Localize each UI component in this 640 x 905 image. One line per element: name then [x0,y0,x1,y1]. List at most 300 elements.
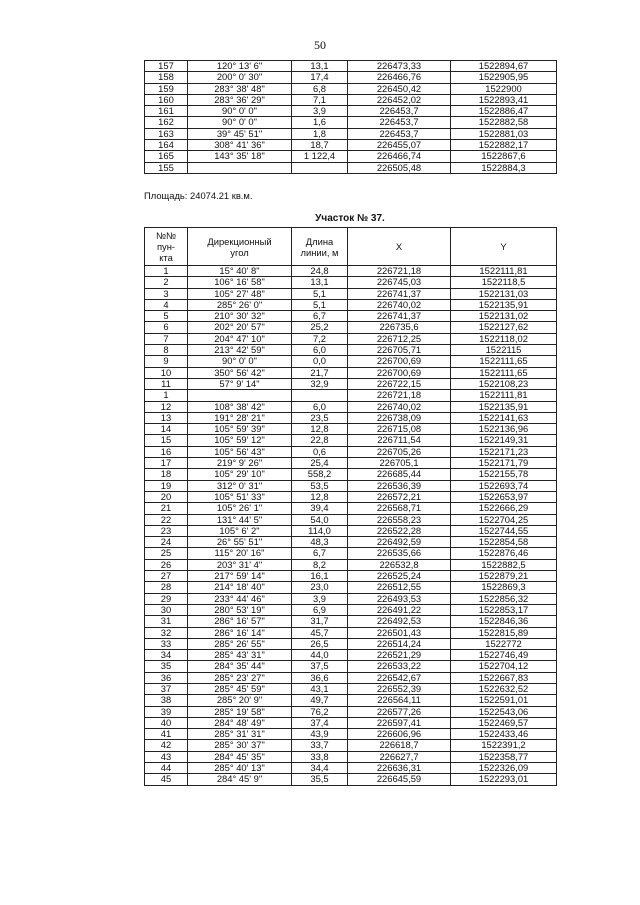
cell-x: 226645,59 [348,774,451,785]
cell-point-number: 12 [145,401,188,412]
cell-y: 1522115 [451,345,557,356]
cell-y: 1522135,91 [451,299,557,310]
cell-point-number: 24 [145,537,188,548]
cell-point-number: 162 [145,117,188,128]
cell-line-length: 3,9 [292,106,348,117]
table-row [145,94,557,105]
cell-y: 1522744,55 [451,525,557,536]
cell-direction-angle: 217° 59' 14" [188,571,292,582]
cell-point-number: 1 [145,266,188,277]
cell-direction-angle: 285° 26' 0" [188,299,292,310]
cell-y: 1522149,31 [451,435,557,446]
cell-x: 226721,18 [348,390,451,401]
table-row [145,458,557,469]
cell-x: 226700,69 [348,367,451,378]
coordinates-table-continued [144,60,557,174]
cell-point-number: 37 [145,683,188,694]
cell-point-number: 15 [145,435,188,446]
cell-point-number: 22 [145,514,188,525]
table-row [145,751,557,762]
cell-line-length: 53,5 [292,480,348,491]
cell-line-length: 43,9 [292,729,348,740]
cell-x: 226741,37 [348,311,451,322]
cell-x: 226738,09 [348,412,451,423]
table-row [145,717,557,728]
cell-line-length: 0,0 [292,356,348,367]
cell-direction-angle: 283° 36' 29" [188,94,292,105]
cell-line-length: 39,4 [292,503,348,514]
cell-line-length: 6,7 [292,548,348,559]
header-point-number [145,228,188,266]
cell-direction-angle: 106° 16' 58" [188,277,292,288]
cell-line-length: 6,0 [292,401,348,412]
header-point-number-line: пун- [156,241,176,252]
cell-direction-angle: 105° 26' 1" [188,503,292,514]
cell-x: 226572,21 [348,491,451,502]
table-row [145,503,557,514]
cell-line-length: 33,7 [292,740,348,751]
cell-line-length: 48,3 [292,537,348,548]
cell-y: 1522111,81 [451,266,557,277]
cell-point-number: 160 [145,94,188,105]
cell-x: 226577,26 [348,706,451,717]
cell-x: 226568,71 [348,503,451,514]
cell-y: 1522118,5 [451,277,557,288]
cell-line-length: 45,7 [292,627,348,638]
cell-x: 226721,18 [348,266,451,277]
table-row [145,638,557,649]
cell-direction-angle: 285° 20' 9" [188,695,292,706]
cell-direction-angle: 283° 38' 48" [188,83,292,94]
cell-x: 226715,08 [348,424,451,435]
cell-line-length: 22,8 [292,435,348,446]
cell-direction-angle: 105° 59' 39" [188,424,292,435]
cell-x: 226466,74 [348,151,451,162]
table-row [145,151,557,162]
cell-point-number: 33 [145,638,188,649]
cell-y: 1522881,03 [451,128,557,139]
cell-direction-angle: 285° 31' 31" [188,729,292,740]
cell-direction-angle: 280° 53' 19" [188,604,292,615]
table-row [145,162,557,173]
table-row [145,345,557,356]
cell-point-number: 157 [145,61,188,72]
cell-x: 226514,24 [348,638,451,649]
table-row [145,582,557,593]
cell-y: 1522136,96 [451,424,557,435]
table-row [145,117,557,128]
cell-y: 1522876,46 [451,548,557,559]
header-direction-angle-line: угол [230,246,249,258]
cell-y: 1522667,83 [451,672,557,683]
table-row [145,469,557,480]
cell-direction-angle: 200° 0' 30" [188,72,292,83]
table-row [145,288,557,299]
cell-point-number: 21 [145,503,188,514]
table-header-row [145,228,557,266]
cell-y: 1522131,02 [451,311,557,322]
header-line-length [292,228,348,266]
cell-line-length: 6,7 [292,311,348,322]
cell-line-length: 12,8 [292,424,348,435]
cell-direction-angle: 204° 47' 10" [188,333,292,344]
cell-direction-angle: 191° 28' 21" [188,412,292,423]
cell-direction-angle: 286° 16' 14" [188,627,292,638]
cell-line-length: 32,9 [292,378,348,389]
cell-line-length: 6,9 [292,604,348,615]
cell-direction-angle: 115° 20' 16" [188,548,292,559]
cell-point-number: 9 [145,356,188,367]
table-row [145,277,557,288]
cell-point-number: 28 [145,582,188,593]
cell-x: 226745,03 [348,277,451,288]
cell-point-number: 19 [145,480,188,491]
cell-direction-angle: 285° 43' 31" [188,650,292,661]
cell-direction-angle: 219° 9' 26" [188,458,292,469]
table-row [145,661,557,672]
table-row [145,559,557,570]
cell-direction-angle: 90° 0' 0" [188,106,292,117]
cell-direction-angle: 202° 20' 57" [188,322,292,333]
cell-point-number: 163 [145,128,188,139]
table-row [145,604,557,615]
cell-y: 1522469,57 [451,717,557,728]
cell-point-number: 30 [145,604,188,615]
cell-direction-angle: 214° 18' 40" [188,582,292,593]
cell-x: 226525,24 [348,571,451,582]
cell-x: 226535,66 [348,548,451,559]
coordinates-table-continued-body [145,61,557,174]
cell-x: 226711,54 [348,435,451,446]
header-y: Y [451,228,557,266]
cell-direction-angle: 39° 45' 51" [188,128,292,139]
cell-y: 1522882,58 [451,117,557,128]
cell-line-length: 35,5 [292,774,348,785]
cell-point-number: 27 [145,571,188,582]
cell-x: 226618,7 [348,740,451,751]
cell-point-number: 34 [145,650,188,661]
cell-y: 1522886,47 [451,106,557,117]
cell-y: 1522856,32 [451,593,557,604]
cell-y: 1522155,78 [451,469,557,480]
cell-direction-angle: 143° 35' 18" [188,151,292,162]
header-direction-angle [188,228,292,266]
cell-line-length: 18,7 [292,140,348,151]
cell-x: 226705,26 [348,446,451,457]
table-row [145,650,557,661]
cell-line-length: 37,5 [292,661,348,672]
cell-point-number: 42 [145,740,188,751]
table-row [145,514,557,525]
cell-direction-angle: 120° 13' 6" [188,61,292,72]
cell-x: 226505,48 [348,162,451,173]
cell-line-length: 25,2 [292,322,348,333]
cell-direction-angle: 90° 0' 0" [188,356,292,367]
cell-x: 226453,7 [348,128,451,139]
table-row [145,480,557,491]
cell-line-length: 23,5 [292,412,348,423]
cell-line-length: 44,0 [292,650,348,661]
cell-line-length: 17,4 [292,72,348,83]
cell-direction-angle: 57° 9' 14" [188,378,292,389]
cell-point-number: 159 [145,83,188,94]
table-row [145,740,557,751]
cell-y: 1522293,01 [451,774,557,785]
cell-x: 226466,76 [348,72,451,83]
cell-y: 1522772 [451,638,557,649]
cell-y: 1522118,02 [451,333,557,344]
cell-x: 226722,15 [348,378,451,389]
header-line-length-line: Длина [305,235,334,247]
cell-y: 1522746,49 [451,650,557,661]
table-row [145,537,557,548]
cell-y: 1522111,65 [451,356,557,367]
cell-y: 1522543,06 [451,706,557,717]
cell-direction-angle: 284° 48' 49" [188,717,292,728]
table-row [145,356,557,367]
cell-x: 226455,07 [348,140,451,151]
cell-y: 1522884,3 [451,162,557,173]
cell-point-number: 35 [145,661,188,672]
cell-line-length: 43,1 [292,683,348,694]
cell-x: 226627,7 [348,751,451,762]
cell-line-length: 25,4 [292,458,348,469]
cell-line-length: 8,2 [292,559,348,570]
cell-x: 226740,02 [348,401,451,412]
cell-y: 1522433,46 [451,729,557,740]
cell-y: 1522905,95 [451,72,557,83]
cell-y: 1522846,36 [451,616,557,627]
table-row [145,401,557,412]
cell-point-number: 39 [145,706,188,717]
table-row [145,322,557,333]
cell-point-number: 41 [145,729,188,740]
cell-point-number: 32 [145,627,188,638]
cell-x: 226536,39 [348,480,451,491]
cell-line-length: 13,1 [292,277,348,288]
section-title: Участок № 37. [315,213,385,224]
cell-direction-angle: 105° 27' 48" [188,288,292,299]
table-row [145,729,557,740]
cell-point-number: 14 [145,424,188,435]
table-row [145,311,557,322]
cell-direction-angle: 312° 0' 31" [188,480,292,491]
cell-x: 226606,96 [348,729,451,740]
table-row [145,571,557,582]
cell-x: 226542,67 [348,672,451,683]
table-row [145,390,557,401]
cell-point-number: 6 [145,322,188,333]
cell-point-number: 20 [145,491,188,502]
table-row [145,706,557,717]
table-row [145,72,557,83]
cell-x: 226552,39 [348,683,451,694]
cell-line-length: 7,1 [292,94,348,105]
cell-point-number: 164 [145,140,188,151]
cell-point-number: 18 [145,469,188,480]
page-number: 50 [314,38,326,52]
cell-line-length: 114,0 [292,525,348,536]
table-row [145,333,557,344]
cell-direction-angle: 210° 30' 32" [188,311,292,322]
cell-y: 1522867,6 [451,151,557,162]
cell-line-length: 76,2 [292,706,348,717]
cell-direction-angle: 90° 0' 0" [188,117,292,128]
cell-direction-angle [188,162,292,173]
cell-line-length: 1,6 [292,117,348,128]
cell-line-length: 13,1 [292,61,348,72]
cell-direction-angle: 131° 44' 5" [188,514,292,525]
cell-x: 226491,22 [348,604,451,615]
cell-direction-angle: 15° 40' 8" [188,266,292,277]
cell-line-length: 3,9 [292,593,348,604]
cell-x: 226712,25 [348,333,451,344]
cell-x: 226636,31 [348,763,451,774]
header-x: X [348,228,451,266]
header-point-number-line: кта [159,252,173,263]
table-row [145,491,557,502]
cell-y: 1522666,29 [451,503,557,514]
cell-direction-angle: 285° 45' 59" [188,683,292,694]
cell-x: 226597,41 [348,717,451,728]
header-point-number-line: №№ [155,230,177,241]
cell-point-number: 4 [145,299,188,310]
cell-y: 1522171,79 [451,458,557,469]
cell-direction-angle: 203° 31' 4" [188,559,292,570]
cell-point-number: 8 [145,345,188,356]
cell-direction-angle: 105° 56' 43" [188,446,292,457]
cell-point-number: 5 [145,311,188,322]
table-row [145,412,557,423]
cell-x: 226452,02 [348,94,451,105]
cell-point-number: 23 [145,525,188,536]
cell-x: 226473,33 [348,61,451,72]
cell-y: 1522882,5 [451,559,557,570]
table-row [145,593,557,604]
cell-direction-angle: 108° 38' 42" [188,401,292,412]
cell-direction-angle: 105° 6' 2" [188,525,292,536]
cell-y: 1522893,41 [451,94,557,105]
cell-point-number: 3 [145,288,188,299]
header-line-length-line: линии, м [300,246,339,258]
table-row [145,128,557,139]
cell-line-length: 24,8 [292,266,348,277]
cell-y: 1522326,09 [451,763,557,774]
cell-y: 1522108,23 [451,378,557,389]
cell-point-number: 31 [145,616,188,627]
cell-point-number: 29 [145,593,188,604]
cell-y: 1522894,67 [451,61,557,72]
cell-point-number: 155 [145,162,188,173]
cell-y: 1522704,25 [451,514,557,525]
cell-point-number: 36 [145,672,188,683]
coordinates-table-37-body [145,266,557,786]
cell-point-number: 25 [145,548,188,559]
cell-x: 226705,71 [348,345,451,356]
cell-x: 226453,7 [348,117,451,128]
cell-x: 226450,42 [348,83,451,94]
cell-x: 226522,28 [348,525,451,536]
table-row [145,83,557,94]
cell-point-number: 38 [145,695,188,706]
table-row [145,435,557,446]
table-row [145,672,557,683]
cell-x: 226741,37 [348,288,451,299]
cell-direction-angle: 285° 40' 13" [188,763,292,774]
cell-y: 1522853,17 [451,604,557,615]
cell-line-length: 34,4 [292,763,348,774]
area-text: Площадь: 24074.21 кв.м. [144,190,253,201]
cell-direction-angle: 105° 29' 10" [188,469,292,480]
cell-x: 226493,53 [348,593,451,604]
table-row [145,299,557,310]
cell-x: 226492,59 [348,537,451,548]
cell-line-length: 6,8 [292,83,348,94]
cell-y: 1522111,65 [451,367,557,378]
cell-x: 226532,8 [348,559,451,570]
table-row [145,378,557,389]
table-row [145,61,557,72]
table-row [145,266,557,277]
cell-y: 1522131,03 [451,288,557,299]
cell-y: 1522653,97 [451,491,557,502]
cell-x: 226492,53 [348,616,451,627]
cell-x: 226685,44 [348,469,451,480]
cell-x: 226740,02 [348,299,451,310]
cell-point-number: 10 [145,367,188,378]
cell-line-length: 12,8 [292,491,348,502]
cell-y: 1522171,23 [451,446,557,457]
cell-point-number: 13 [145,412,188,423]
cell-point-number: 26 [145,559,188,570]
cell-line-length: 16,1 [292,571,348,582]
cell-point-number: 16 [145,446,188,457]
table-row [145,106,557,117]
cell-direction-angle: 105° 51' 33" [188,491,292,502]
cell-y: 1522358,77 [451,751,557,762]
cell-y: 1522591,01 [451,695,557,706]
cell-line-length: 7,2 [292,333,348,344]
cell-y: 1522693,74 [451,480,557,491]
table-row [145,774,557,785]
cell-direction-angle: 285° 30' 37" [188,740,292,751]
cell-line-length: 54,0 [292,514,348,525]
cell-y: 1522111,81 [451,390,557,401]
cell-line-length: 1 122,4 [292,151,348,162]
cell-line-length: 5,1 [292,288,348,299]
coordinates-table-37 [144,227,557,786]
cell-direction-angle: 105° 59' 12" [188,435,292,446]
cell-point-number: 43 [145,751,188,762]
cell-y: 1522815,89 [451,627,557,638]
table-row [145,627,557,638]
cell-direction-angle: 350° 56' 42" [188,367,292,378]
cell-point-number: 158 [145,72,188,83]
table-row [145,548,557,559]
table-row [145,763,557,774]
cell-point-number: 44 [145,763,188,774]
cell-point-number: 11 [145,378,188,389]
cell-line-length: 1,8 [292,128,348,139]
cell-line-length: 33,8 [292,751,348,762]
cell-point-number: 7 [145,333,188,344]
cell-point-number: 2 [145,277,188,288]
table-row [145,695,557,706]
cell-y: 1522854,58 [451,537,557,548]
cell-direction-angle: 284° 35' 44" [188,661,292,672]
cell-y: 1522632,52 [451,683,557,694]
cell-x: 226705,1 [348,458,451,469]
